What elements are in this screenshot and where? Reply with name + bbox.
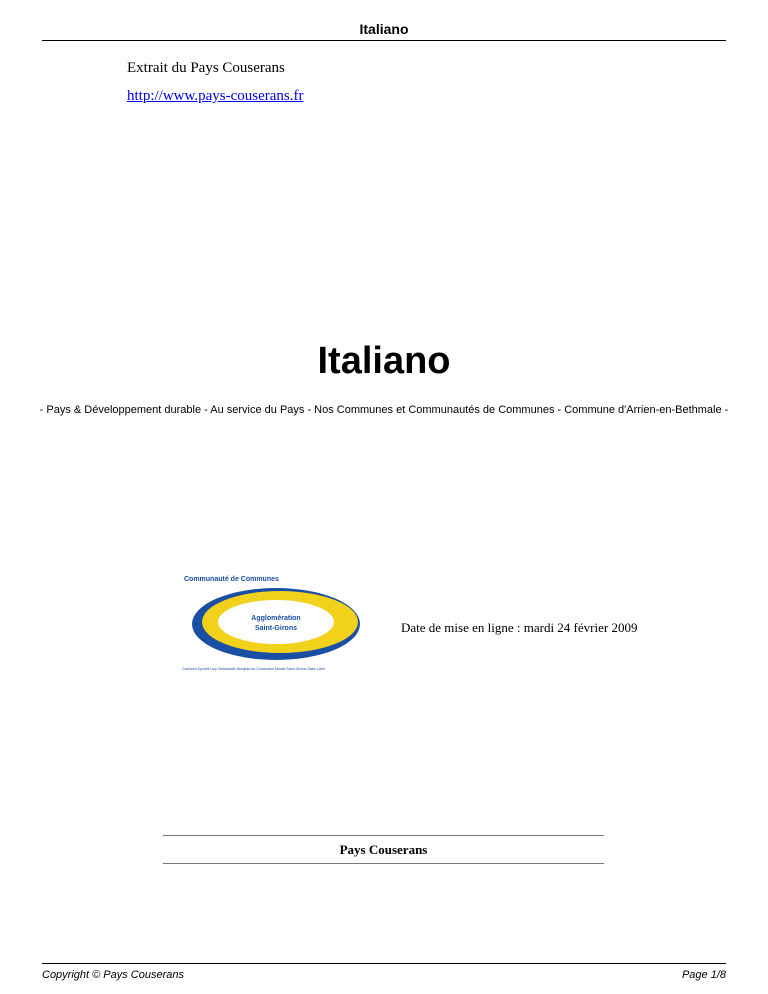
logo-line2: Saint-Girons bbox=[254, 625, 298, 632]
document-title: Italiano bbox=[317, 340, 451, 382]
publisher-band bbox=[163, 835, 604, 864]
logo-white-center bbox=[218, 600, 334, 644]
logo-top-text: Communauté de Communes bbox=[184, 576, 279, 583]
page-number: Page 1/8 bbox=[681, 969, 726, 981]
publisher-name: Pays Couserans bbox=[339, 842, 428, 857]
logo-communes: Caumont Eycheil Lorp-Sentaraille Montjoie-en-Couserans Moulis Saint-Girons Saint-Lizier bbox=[182, 667, 326, 671]
extract-source: Extrait du Pays Couserans bbox=[127, 60, 285, 76]
page-footer bbox=[42, 963, 726, 984]
site-link[interactable]: http://www.pays-couserans.fr bbox=[127, 88, 304, 104]
copyright: Copyright © Pays Couserans bbox=[42, 969, 185, 981]
breadcrumb: - Pays & Développement durable - Au service du Pays - Nos Communes et Communautés de Communes - Commune d'Arrien-en-Bethmale - bbox=[39, 404, 729, 416]
publication-date: Date de mise en ligne : mardi 24 février 2009 bbox=[401, 620, 638, 635]
running-header bbox=[42, 20, 726, 41]
running-header-title: Italiano bbox=[359, 21, 409, 37]
logo-line1: Agglomération bbox=[251, 615, 301, 622]
community-logo bbox=[180, 570, 376, 676]
